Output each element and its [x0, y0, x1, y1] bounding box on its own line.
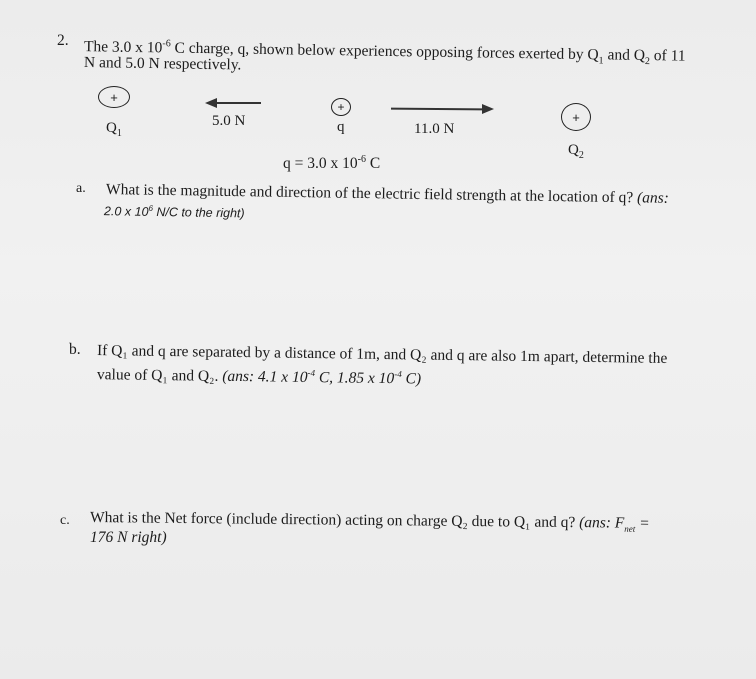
part-a-answer	[104, 203, 245, 220]
part-c-ans-subscript: net	[624, 523, 636, 534]
q1-charge-circle	[98, 86, 130, 108]
force-right-arrow-line	[391, 108, 483, 111]
arrow-right-icon	[482, 104, 494, 114]
part-a-ans-open: (ans:	[636, 189, 670, 207]
part-a-answer-exponent: 6	[148, 203, 154, 213]
force-left-label: 5.0 N	[212, 113, 246, 129]
intro-text-rest: C charge, q, shown below experiences opposing forces exerted by Q	[170, 39, 599, 64]
part-c-line2: 176 N right)	[90, 529, 167, 546]
part-c-text: What is the Net force (include direction) acting on charge Q₂ due to Q₁ and q?	[89, 509, 580, 532]
part-b-answer-exp2: -4	[394, 369, 402, 380]
part-c-ans-f: (ans: F	[579, 514, 625, 532]
part-c-letter: c.	[60, 513, 70, 528]
part-a-answer-suffix: N/C to the right)	[152, 204, 245, 221]
part-b-line2-text: value of Q₁ and Q₂.	[96, 366, 223, 385]
q-label: q	[337, 119, 345, 135]
intro-exponent: -6	[162, 38, 171, 50]
problem-number: 2.	[57, 32, 69, 49]
part-b-answer	[222, 368, 421, 388]
part-a-answer-text: 2.0 x 10	[103, 204, 149, 219]
q2-subscript: 2	[578, 150, 584, 161]
part-b-answer-exp1: -4	[307, 367, 316, 379]
part-a-letter: a.	[76, 181, 86, 196]
part-c-ans-eq: =	[635, 514, 650, 532]
part-b-answer-1: (ans: 4.1 x 10	[222, 367, 308, 387]
intro-sub-q2: 2	[644, 56, 650, 68]
q1-subscript: 1	[116, 128, 122, 139]
q-value	[283, 154, 380, 173]
part-b-line1: If Q₁ and q are separated by a distance of 1m, and Q₂ and q are also 1m apart, determine the	[96, 342, 668, 367]
part-b-answer-3: C)	[401, 370, 422, 388]
part-c-answer-open	[579, 514, 650, 532]
part-c-line1	[90, 509, 650, 538]
q2-charge-circle	[561, 103, 591, 131]
q-value-unit: C	[365, 155, 381, 173]
plus-icon: +	[337, 100, 345, 114]
force-left-arrow-line	[215, 102, 261, 104]
part-b-answer-2: C, 1.85 x 10	[314, 369, 395, 388]
q1-letter: Q	[106, 120, 117, 136]
plus-icon: +	[110, 89, 118, 105]
q-value-exponent: -6	[357, 154, 366, 165]
intro-text: The 3.0 x 10	[83, 38, 163, 57]
intro-sub-q1: 1	[598, 55, 604, 67]
part-b-letter: b.	[69, 341, 81, 358]
intro-and: and Q	[603, 46, 646, 64]
part-a-text: What is the magnitude and direction of the electric field strength at the location of q?	[105, 181, 638, 207]
intro-of: of 11	[649, 47, 686, 65]
plus-icon: +	[572, 109, 580, 125]
part-b-line2	[97, 361, 421, 389]
q1-label	[106, 120, 122, 139]
q2-label	[568, 142, 584, 161]
q2-letter: Q	[568, 142, 579, 158]
force-right-label: 11.0 N	[414, 121, 455, 137]
problem-intro-line2: N and 5.0 N respectively.	[83, 54, 242, 74]
q-charge-circle	[331, 98, 351, 116]
q-value-text: q = 3.0 x 10	[283, 155, 358, 173]
